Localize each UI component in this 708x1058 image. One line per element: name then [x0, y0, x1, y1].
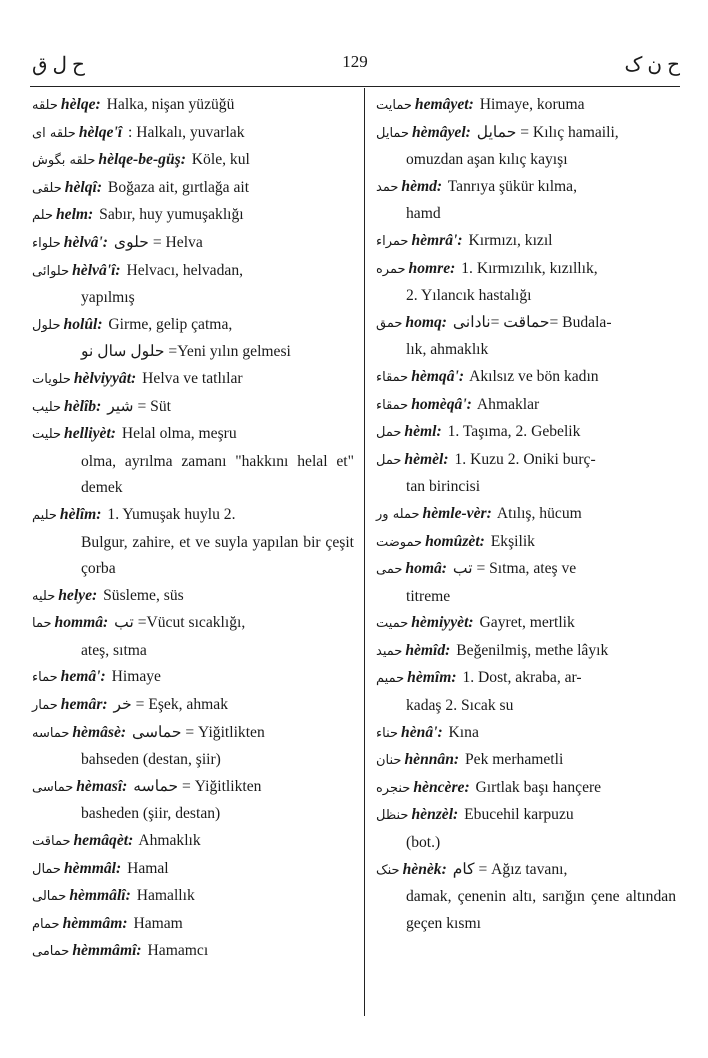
dictionary-entry	[32, 883, 354, 911]
arabic-script: حمره	[376, 261, 406, 277]
dictionary-entry	[376, 447, 676, 501]
dictionary-entry	[376, 556, 676, 610]
dictionary-entry	[32, 120, 354, 148]
definition: 1. Dost, akraba, ar-	[462, 669, 582, 687]
definition: Hamallık	[136, 887, 195, 905]
dictionary-entry	[32, 394, 354, 422]
arabic-script: حلقی	[32, 180, 62, 196]
dictionary-entry	[376, 638, 676, 666]
arabic-script: حماء	[32, 670, 58, 686]
dictionary-entry	[376, 228, 676, 256]
headword: hemâr:	[60, 696, 108, 714]
dictionary-entry	[32, 230, 354, 258]
arabic-script: حماسی	[32, 779, 74, 795]
definition: Himaye	[111, 668, 161, 686]
dictionary-entry	[376, 610, 676, 638]
arabic-script: حمقاء	[376, 397, 409, 413]
arabic-script: حمی	[376, 562, 403, 578]
dictionary-entry	[32, 720, 354, 774]
headword: hèmmâlî:	[69, 887, 131, 905]
arabic-script: حما	[32, 616, 52, 632]
dictionary-entry	[376, 802, 676, 856]
dictionary-entry	[32, 92, 354, 120]
definition: Ahmaklar	[476, 395, 540, 413]
headword: homèqâ':	[411, 395, 472, 413]
dictionary-entry	[32, 828, 354, 856]
dictionary-entry	[32, 175, 354, 203]
arabic-script: حمله ور	[376, 506, 420, 522]
dictionary-entry	[376, 665, 676, 719]
arabic-script: حمام	[32, 916, 60, 932]
arabic-script: حماقت	[32, 834, 71, 850]
headword: hèml:	[404, 423, 442, 441]
column-divider	[364, 88, 365, 1016]
arabic-script: حماسه	[32, 725, 70, 741]
definition-continuation: (bot.)	[406, 834, 441, 852]
headword: homâ:	[405, 560, 447, 578]
definition: حلوی = Helva	[113, 233, 203, 251]
headword: hèmle-vèr:	[422, 504, 492, 522]
definition: Helvacı, helvadan,	[126, 261, 244, 279]
dictionary-entry	[32, 610, 354, 664]
arabic-script: حلقه ای	[32, 125, 76, 141]
dictionary-entry	[376, 92, 676, 120]
definition: Kına	[448, 723, 479, 741]
definition: 1. Kırmızılık, kızıllık,	[461, 259, 598, 277]
dictionary-entry	[32, 774, 354, 828]
headword: homre:	[408, 259, 456, 277]
definition: خر = Eşek, ahmak	[113, 696, 228, 714]
dictionary-entry	[32, 664, 354, 692]
dictionary-entry	[32, 258, 354, 312]
dictionary-entry	[376, 120, 676, 174]
dictionary-entry	[32, 692, 354, 720]
arabic-script: حمد	[376, 179, 399, 195]
headword: hemâqèt:	[73, 832, 134, 850]
arabic-script: حلم	[32, 208, 53, 224]
arabic-script: حلواء	[32, 235, 61, 251]
headword: hèmiyyèt:	[411, 614, 474, 632]
dictionary-entry	[376, 174, 676, 228]
headword: hèmmâl:	[63, 859, 122, 877]
definition-continuation: ateş, sıtma	[81, 641, 147, 659]
definition: Süsleme, süs	[103, 586, 184, 604]
headword: hommâ:	[54, 614, 109, 632]
definition: Gayret, mertlik	[479, 614, 575, 632]
headword: hèlqe-be-güş:	[98, 151, 186, 169]
headword: hèlvâ':	[63, 233, 108, 251]
dictionary-entry	[376, 857, 676, 938]
headword: hèmasî:	[76, 777, 128, 795]
headword: hèlîb:	[64, 397, 102, 415]
arabic-script: حمار	[32, 698, 58, 714]
dictionary-entry	[376, 310, 676, 364]
definition: Hamal	[127, 859, 169, 877]
dictionary-entry	[376, 256, 676, 310]
arabic-script: حلویات	[32, 371, 71, 387]
definition: Akılsız ve bön kadın	[469, 367, 599, 385]
definition-continuation: titreme	[406, 587, 451, 605]
definition: حماسی = Yiğitlikten	[131, 723, 265, 741]
dictionary-entry	[376, 775, 676, 803]
dictionary-entry	[376, 747, 676, 775]
headword: hèmmâmî:	[72, 942, 142, 960]
page-header	[30, 50, 680, 84]
definition: Kırmızı, kızıl	[468, 231, 553, 249]
definition: Köle, kul	[191, 151, 250, 169]
arabic-script: حمق	[376, 315, 403, 331]
headword: hemâyet:	[414, 96, 474, 113]
headword: homq:	[405, 313, 447, 331]
headword: hèlvâ'î:	[72, 261, 121, 279]
arabic-script: حموضت	[376, 534, 423, 550]
arabic-script: حمال	[32, 861, 61, 877]
arabic-script: حمید	[376, 643, 403, 659]
definition: Ekşilik	[490, 532, 535, 550]
arabic-script: حلیم	[32, 507, 57, 523]
headword: homûzèt:	[425, 532, 485, 550]
arabic-script: حلیت	[32, 427, 62, 443]
headword: hèlqî:	[64, 178, 103, 196]
arabic-script: حمل	[376, 425, 402, 441]
arabic-script: حمالی	[32, 889, 67, 905]
definition-continuation: kadaş 2. Sıcak su	[406, 697, 514, 715]
definition-continuation: omuzdan aşan kılıç kayışı	[406, 151, 568, 169]
definition: حماقت =نادانی= Budala-	[452, 313, 612, 331]
dictionary-entry	[376, 392, 676, 420]
dictionary-entry	[32, 583, 354, 611]
definition: Hamamcı	[147, 942, 209, 960]
arabic-script: حمیم	[376, 671, 405, 687]
arabic-script: حمایت	[376, 98, 412, 113]
header-left-letters: ح ل ق	[32, 54, 85, 76]
headword: hemâ':	[60, 668, 106, 686]
definition: 1. Kuzu 2. Oniki burç-	[454, 450, 596, 468]
definition: 1. Taşıma, 2. Gebelik	[447, 423, 581, 441]
definition: Girme, gelip çatma,	[108, 315, 233, 333]
definition-continuation: حلول سال نو =Yeni yılın gelmesi	[81, 343, 291, 361]
dictionary-entry	[376, 529, 676, 557]
definition: Ahmaklık	[138, 832, 201, 850]
arabic-script: حنجره	[376, 780, 411, 796]
arabic-script: حمایل	[376, 125, 409, 141]
definition: Hamam	[133, 914, 183, 932]
headword: hèmmâm:	[62, 914, 128, 932]
definition: کام = Ağız tavanı,	[452, 860, 568, 878]
definition: Halka, nişan yüzüğü	[106, 96, 235, 113]
definition: Himaye, koruma	[479, 96, 585, 113]
headword: hèmèl:	[404, 450, 449, 468]
headword: hèmâsè:	[72, 723, 127, 741]
headword: hèlviyyât:	[73, 369, 137, 387]
header-right-letters: ح ن ک	[624, 54, 680, 76]
definition-continuation: hamd	[406, 205, 441, 223]
definition-continuation: tan birincisi	[406, 478, 481, 496]
headword: hèmîm:	[407, 669, 457, 687]
dictionary-entry	[32, 502, 354, 583]
arabic-script: حلقه بگوش	[32, 153, 96, 169]
dictionary-entry	[32, 366, 354, 394]
headword: helm:	[56, 206, 94, 224]
headword: helye:	[58, 586, 98, 604]
left-column	[32, 92, 354, 966]
definition: Pek merhametli	[464, 751, 564, 769]
definition: حماسه = Yiğitlikten	[133, 777, 262, 795]
headword: hèmqâ':	[411, 367, 465, 385]
definition: Ebucehil karpuzu	[464, 806, 574, 824]
arabic-script: حلیه	[32, 588, 56, 604]
headword: hèmrâ':	[411, 231, 463, 249]
dictionary-entry	[32, 202, 354, 230]
definition: : Halkalı, yuvarlak	[128, 123, 245, 141]
definition: Helva ve tatlılar	[142, 369, 243, 387]
headword: hèlqe:	[60, 96, 101, 113]
arabic-script: حلیب	[32, 399, 62, 415]
dictionary-entry	[32, 938, 354, 966]
arabic-script: حمل	[376, 452, 402, 468]
definition: Sabır, huy yumuşaklığı	[99, 206, 244, 224]
arabic-script: حمامی	[32, 944, 70, 960]
arabic-script: حمقاء	[376, 369, 409, 385]
arabic-script: حمراء	[376, 233, 409, 249]
arabic-script: حنک	[376, 862, 400, 878]
definition: Boğaza ait, gırtlağa ait	[107, 178, 250, 196]
dictionary-entry	[32, 911, 354, 939]
arabic-script: حلول	[32, 317, 61, 333]
definition-continuation: basheden (şiir, destan)	[81, 805, 221, 823]
headword: holûl:	[63, 315, 103, 333]
arabic-script: حلوائی	[32, 263, 70, 279]
definition: Beğenilmiş, methe lâyık	[456, 641, 609, 659]
definition: Gırtlak başı hançere	[475, 778, 602, 796]
headword: hèmd:	[401, 177, 443, 195]
definition-continuation: bahseden (destan, şiir)	[81, 751, 221, 769]
dictionary-entry	[32, 421, 354, 502]
dictionary-entry	[376, 419, 676, 447]
definition-continuation: 2. Yılancık hastalığı	[406, 287, 532, 305]
headword: hèmîd:	[405, 641, 451, 659]
headword: helliyèt:	[64, 425, 116, 443]
arabic-script: حنظل	[376, 808, 409, 824]
right-column	[376, 92, 676, 937]
dictionary-entry	[32, 147, 354, 175]
definition-continuation: lık, ahmaklık	[406, 341, 489, 359]
definition-continuation: olma, ayrılma zamanı "hakkını helal et" demek	[81, 452, 354, 497]
arabic-script: حنان	[376, 753, 402, 769]
dictionary-entry	[32, 312, 354, 366]
arabic-script: حناء	[376, 725, 399, 741]
definition-continuation: yapılmış	[81, 289, 135, 307]
definition-continuation: damak, çenenin altı, sarığın çene altından geçen kısmı	[406, 888, 676, 932]
page-number: 129	[342, 52, 368, 71]
headword: hèncère:	[413, 778, 470, 796]
header-rule	[30, 86, 680, 87]
dictionary-entry	[376, 364, 676, 392]
headword: hènzèl:	[411, 806, 459, 824]
headword: hènèk:	[402, 860, 447, 878]
definition: حمایل = Kılıç hamaili,	[476, 123, 619, 141]
definition: Helal olma, meşru	[121, 425, 237, 443]
definition: تب = Sıtma, ateş ve	[452, 560, 577, 578]
dictionary-entry	[376, 720, 676, 748]
definition: Atılış, hücum	[496, 504, 582, 522]
headword: hènâ':	[401, 723, 443, 741]
definition: شیر = Süt	[107, 397, 171, 415]
definition: Tanrıya şükür kılma,	[447, 177, 577, 195]
arabic-script: حلقه	[32, 98, 58, 113]
headword: hèmâyel:	[411, 123, 471, 141]
headword: hènnân:	[404, 751, 460, 769]
dictionary-entry	[32, 856, 354, 884]
definition: تب =Vücut sıcaklığı,	[114, 614, 246, 632]
arabic-script: حمیت	[376, 616, 409, 632]
definition: 1. Yumuşak huylu 2.	[107, 505, 236, 523]
dictionary-entry	[376, 501, 676, 529]
definition-continuation: Bulgur, zahire, et ve suyla yapılan bir çeşit çorba	[81, 533, 354, 578]
headword: hèlqe'î	[78, 123, 123, 141]
headword: hèlîm:	[59, 505, 102, 523]
